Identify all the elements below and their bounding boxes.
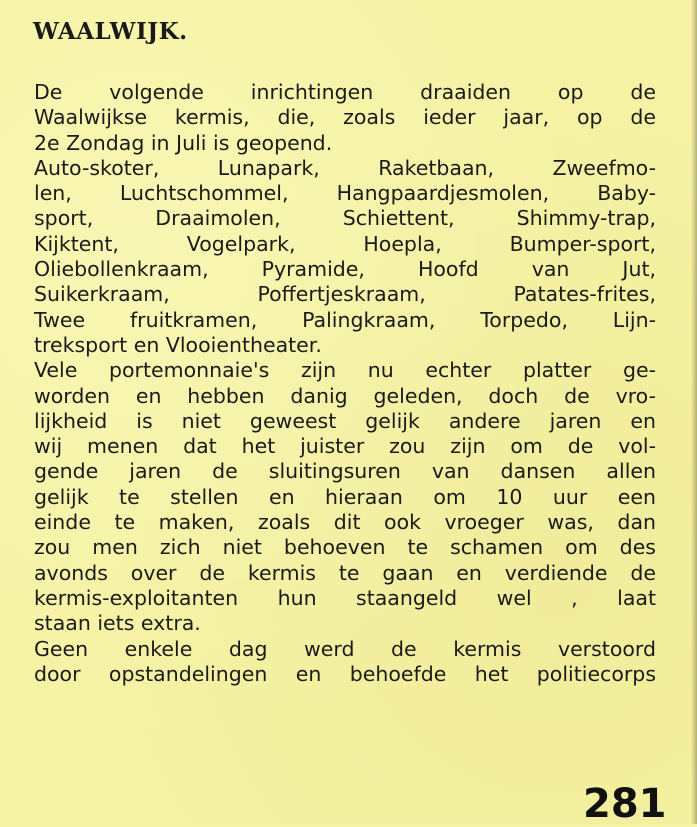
- text-line: gelijk te stellen en hieraan om 10 uur een: [34, 484, 656, 509]
- text-line: einde te maken, zoals dit ook vroeger was, dan: [34, 510, 656, 535]
- text-line: 2e Zondag in Juli is geopend.: [34, 130, 333, 155]
- text-line: staan iets extra.: [34, 611, 201, 636]
- page-edge-shadow: [691, 0, 697, 824]
- text-line: door opstandelingen en behoefde het politiecorps: [34, 661, 656, 686]
- article-body: [34, 80, 656, 687]
- text-line: len, Luchtschommel, Hangpaardjesmolen, Baby-: [34, 181, 656, 206]
- text-line: Suikerkraam, Poffertjeskraam, Patates-frites,: [34, 282, 656, 307]
- text-line: Vele portemonnaie's zijn nu echter platter ge-: [34, 358, 656, 383]
- text-line: Kijktent, Vogelpark, Hoepla, Bumper-sport,: [34, 231, 656, 256]
- text-line: worden en hebben danig geleden, doch de vro-: [34, 383, 656, 408]
- text-line: gende jaren de sluitingsuren van dansen allen: [34, 459, 656, 484]
- page-number: 281: [583, 781, 667, 827]
- text-line: zou men zich niet behoeven te schamen om des: [34, 535, 656, 560]
- text-line: Geen enkele dag werd de kermis verstoord: [34, 636, 656, 661]
- text-line: Waalwijkse kermis, die, zoals ieder jaar, op de: [34, 105, 656, 130]
- text-line: sport, Draaimolen, Schiettent, Shimmy-trap,: [34, 206, 656, 231]
- text-line: avonds over de kermis te gaan en verdiende de: [34, 560, 656, 585]
- text-line: lijkheid is niet geweest gelijk andere jaren en: [34, 408, 656, 433]
- text-line: De volgende inrichtingen draaiden op de: [34, 80, 656, 104]
- text-line: wij menen dat het juister zou zijn om de vol-: [34, 434, 656, 459]
- text-line: kermis-exploitanten hun staangeld wel , laat: [34, 585, 656, 610]
- article-heading: WAALWIJK.: [33, 18, 188, 45]
- text-line: treksport en Vlooientheater.: [34, 332, 322, 357]
- text-line: Auto-skoter, Lunapark, Raketbaan, Zweefmo-: [34, 155, 656, 180]
- text-line: Oliebollenkraam, Pyramide, Hoofd van Jut,: [34, 257, 656, 282]
- text-line: Twee fruitkramen, Palingkraam, Torpedo, Lijn-: [34, 307, 656, 332]
